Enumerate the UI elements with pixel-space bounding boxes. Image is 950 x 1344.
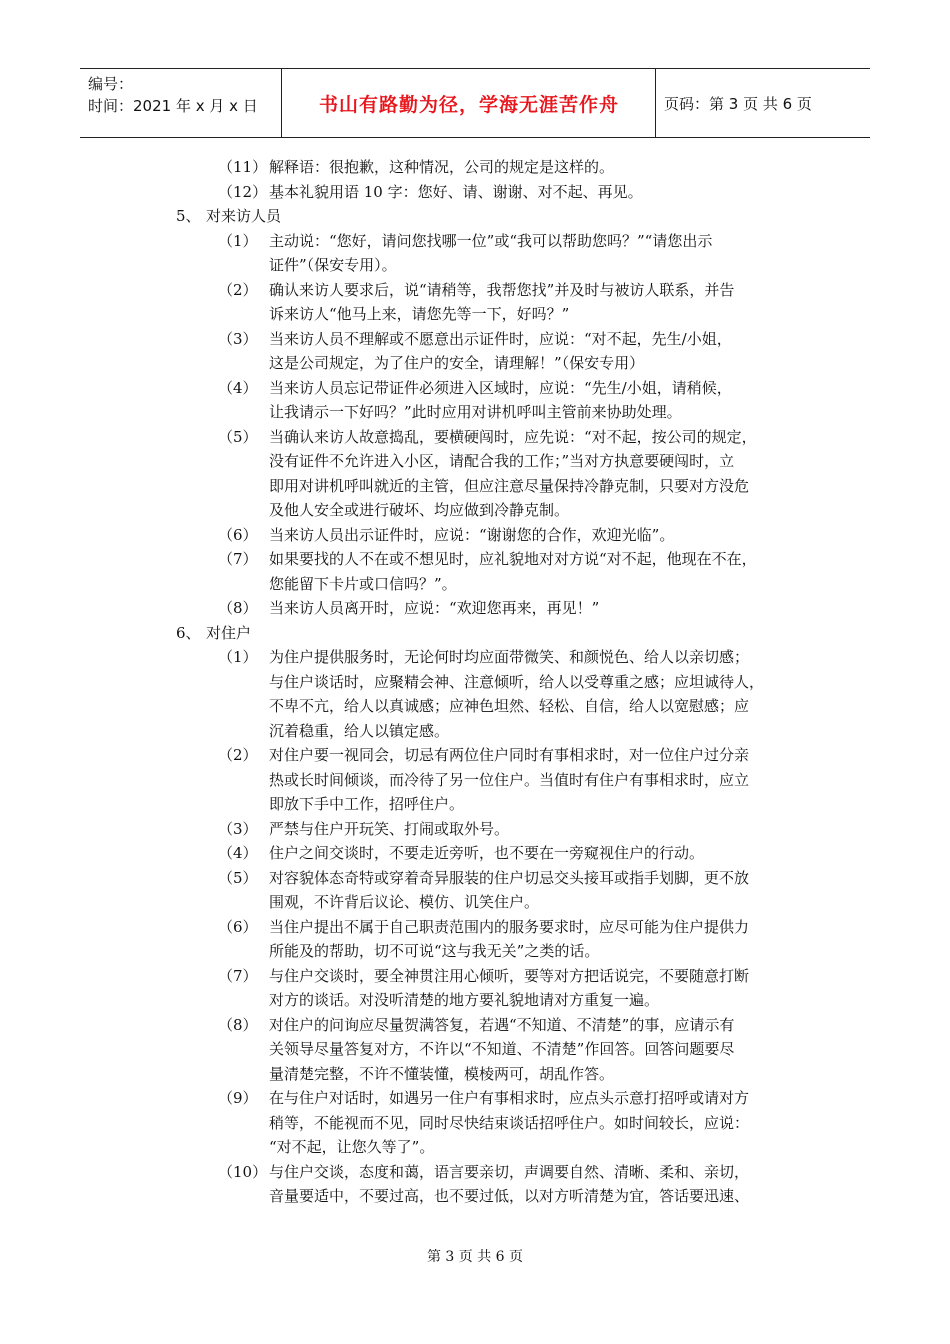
item-text-line: 确认来访人要求后，说“请稍等，我帮您找”并及时与被访人联系，并告 — [269, 280, 735, 299]
item-text-line: 这是公司规定，为了住户的安全，请理解！”（保安专用） — [269, 354, 645, 372]
item-number: （10） — [218, 1162, 268, 1181]
item-text-line: 即用对讲机呼叫就近的主管，但应注意尽量保持冷静克制，只要对方没危 — [269, 476, 750, 495]
item-text-line: 与住户交谈时，要全神贯注用心倾听，要等对方把话说完，不要随意打断 — [269, 966, 750, 985]
item-text-line: 当来访人员离开时，应说：“欢迎您再来，再见！” — [269, 599, 600, 617]
item-number: （7） — [218, 550, 258, 568]
item-text-line: 稍等，不能视而不见，同时尽快结束谈话招呼住户。如时间较长，应说： — [269, 1113, 750, 1132]
item-text-line: 您能留下卡片或口信吗？”。 — [269, 574, 457, 593]
item-number: （4） — [218, 378, 258, 397]
item-number: （12） — [218, 182, 268, 201]
item-text-line: 沉着稳重，给人以镇定感。 — [269, 721, 450, 740]
section-number: 5、 — [176, 207, 201, 225]
item-text-line: 没有证件不允许进入小区，请配合我的工作；”当对方执意要硬闯时，立 — [269, 452, 735, 470]
item-text-line: 基本礼貌用语 10 字：您好、请、谢谢、对不起、再见。 — [269, 182, 643, 201]
item-text-line: 与住户谈话时，应聚精会神、注意倾听，给人以受尊重之感；应坦诚待人， — [269, 672, 765, 691]
item-text-line: 严禁与住户开玩笑、打闹或取外号。 — [269, 819, 510, 838]
item-text-line: 即放下手中工作，招呼住户。 — [269, 795, 465, 813]
item-text-line: 关领导尽量答复对方，不许以“不知道、不清楚”作回答。回答问题要尽 — [269, 1040, 735, 1058]
item-text-line: 住户之间交谈时，不要走近旁听，也不要在一旁窥视住户的行动。 — [269, 844, 705, 862]
item-text-line: 为住户提供服务时，无论何时均应面带微笑、和颜悦色、给人以亲切感； — [269, 648, 750, 666]
item-text-line: 如果要找的人不在或不想见时，应礼貌地对对方说“对不起，他现在不在， — [269, 550, 757, 568]
item-number: （4） — [218, 844, 258, 862]
item-number: （9） — [218, 1089, 258, 1107]
item-text-line: 当来访人员忘记带证件必须进入区域时，应说：“先生/小姐，请稍候， — [269, 378, 732, 397]
item-text-line: “对不起，让您久等了”。 — [269, 1138, 435, 1156]
item-number: （2） — [218, 280, 258, 299]
item-text-line: 当来访人员不理解或不愿意出示证件时，应说：“对不起，先生/小姐， — [269, 329, 732, 348]
header-page-info: 页码：第 3 页 共 6 页 — [664, 94, 812, 113]
page-footer: 第 3 页 共 6 页 — [426, 1249, 524, 1265]
item-number: （6） — [218, 917, 258, 936]
item-text-line: 热或长时间倾谈，而冷待了另一位住户。当值时有住户有事相求时，应立 — [269, 770, 750, 789]
item-number: （1） — [218, 231, 258, 250]
section-title: 对来访人员 — [206, 207, 282, 225]
item-text-line: 及他人安全或进行破坏、均应做到冷静克制。 — [269, 501, 570, 519]
header-meta — [80, 69, 282, 137]
item-text-line: 不卑不亢，给人以真诚感；应神色坦然、轻松、自信，给人以宽慰感；应 — [269, 697, 750, 715]
item-text-line: 当确认来访人故意捣乱，要横硬闯时，应先说：“对不起，按公司的规定， — [269, 427, 757, 446]
item-text-line: 诉来访人“他马上来，请您先等一下，好吗？” — [269, 305, 570, 323]
section-number: 6、 — [176, 623, 201, 642]
item-number: （3） — [218, 819, 258, 838]
item-text-line: 量清楚完整，不许不懂装懂，模棱两可，胡乱作答。 — [269, 1064, 615, 1083]
item-number: （7） — [218, 966, 258, 985]
item-text-line: 当来访人员出示证件时，应说：“谢谢您的合作，欢迎光临”。 — [269, 525, 675, 544]
item-text-line: 证件”（保安专用）。 — [269, 256, 397, 274]
item-text-line: 音量要适中，不要过高，也不要过低，以对方听清楚为宜，答话要迅速、 — [269, 1187, 750, 1205]
header-number-label: 编号： — [88, 75, 134, 93]
header-motto: 书山有路勤为径，学海无涯苦作舟 — [283, 69, 656, 137]
item-text-line: 当住户提出不属于自己职责范围内的服务要求时，应尽可能为住户提供力 — [269, 917, 750, 936]
item-text-line: 对容貌体态奇特或穿着奇异服装的住户切忌交头接耳或指手划脚，更不放 — [269, 868, 750, 887]
item-number: （5） — [218, 427, 258, 446]
item-text-line: 围观，不许背后议论、模仿、讥笑住户。 — [269, 893, 540, 911]
item-text-line: 对方的谈话。对没听清楚的地方要礼貌地请对方重复一遍。 — [269, 991, 660, 1009]
item-number: （6） — [218, 525, 258, 544]
section-title: 对住户 — [206, 623, 252, 642]
item-number: （1） — [218, 648, 258, 666]
item-text-line: 与住户交谈，态度和蔼，语言要亲切，声调要自然、清晰、柔和、亲切， — [269, 1162, 750, 1181]
item-text-line: 让我请示一下好吗？”此时应用对讲机呼叫主管前来协助处理。 — [269, 403, 682, 421]
item-number: （8） — [218, 599, 258, 617]
item-text-line: 对住户的问询应尽量贺满答复，若遇“不知道、不清楚”的事，应请示有 — [269, 1015, 735, 1034]
item-number: （5） — [218, 868, 258, 887]
item-text-line: 解释语：很抱歉，这种情况，公司的规定是这样的。 — [269, 158, 615, 176]
item-text-line: 主动说：“您好，请问您找哪一位”或“我可以帮助您吗？”“请您出示 — [269, 231, 713, 250]
item-text-line: 在与住户对话时，如遇另一住户有事相求时，应点头示意打招呼或请对方 — [269, 1089, 750, 1107]
item-number: （3） — [218, 329, 258, 348]
item-number: （11） — [218, 158, 268, 176]
page-header — [80, 68, 870, 138]
header-time-label: 时间：2021 年 x 月 x 日 — [88, 97, 258, 115]
item-number: （8） — [218, 1015, 258, 1034]
item-text-line: 所能及的帮助，切不可说“这与我无关”之类的话。 — [269, 942, 600, 960]
item-text-line: 对住户要一视同会，切忌有两位住户同时有事相求时，对一位住户过分亲 — [269, 746, 750, 764]
item-number: （2） — [218, 746, 258, 764]
